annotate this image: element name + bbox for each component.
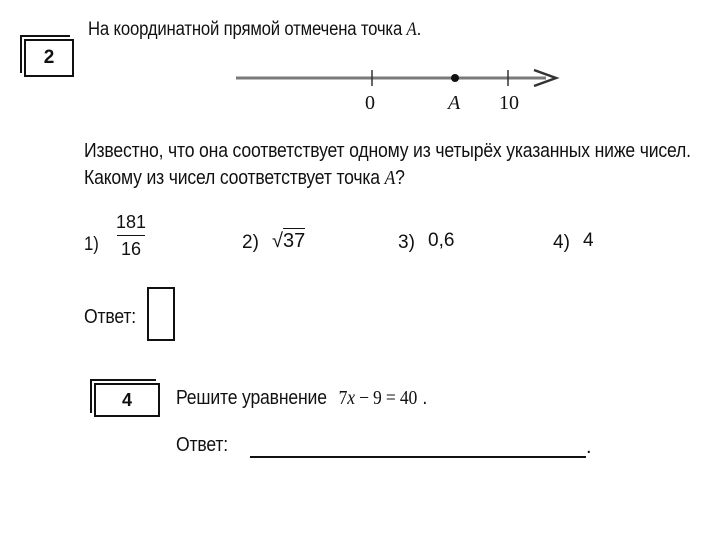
option-4-value: 4: [583, 230, 594, 251]
option-2[interactable]: [242, 230, 306, 254]
task-number-box: [94, 383, 160, 417]
option-2-label: 2): [242, 232, 259, 253]
option-1-label: 1): [84, 234, 99, 255]
answer-line[interactable]: [250, 436, 586, 458]
point-a-marker: [451, 74, 459, 82]
question-line-2: Какому из чисел соответствует точка A?: [84, 167, 405, 189]
option-4[interactable]: [553, 230, 594, 254]
fraction-bar: [117, 235, 145, 236]
answer-end: .: [586, 436, 592, 458]
fraction-denominator: 16: [121, 239, 142, 259]
task-number: 4: [121, 390, 132, 410]
question-line-1: Известно, что она соответствует одному из четырёх указанных ниже чисел.: [84, 140, 691, 162]
fraction: [116, 212, 146, 259]
point-name: A: [406, 19, 417, 40]
option-4-label: 4): [553, 232, 570, 253]
label-point-a: A: [448, 92, 461, 114]
task-number-box: [24, 39, 74, 77]
option-3-value: 0,6: [428, 230, 455, 251]
task-number: 2: [43, 47, 55, 68]
square-root: [272, 230, 305, 253]
answer-box[interactable]: [147, 287, 175, 341]
equation: 7x − 9 = 40: [338, 387, 418, 409]
answer-label: Ответ:: [176, 434, 229, 456]
option-3-label: 3): [398, 232, 415, 253]
task-intro: На координатной прямой отмечена точка A.: [88, 19, 422, 40]
number-line: [230, 60, 570, 120]
label-ten: 10: [499, 92, 519, 114]
radicand: 37: [282, 230, 306, 252]
answer-label: Ответ:: [84, 306, 137, 328]
task4-prompt: Решите уравнение 7x − 9 = 40 .: [176, 387, 428, 409]
option-3[interactable]: [398, 230, 455, 254]
radical-icon: √: [272, 230, 283, 252]
label-zero: 0: [365, 92, 375, 114]
fraction-numerator: 181: [116, 212, 147, 232]
